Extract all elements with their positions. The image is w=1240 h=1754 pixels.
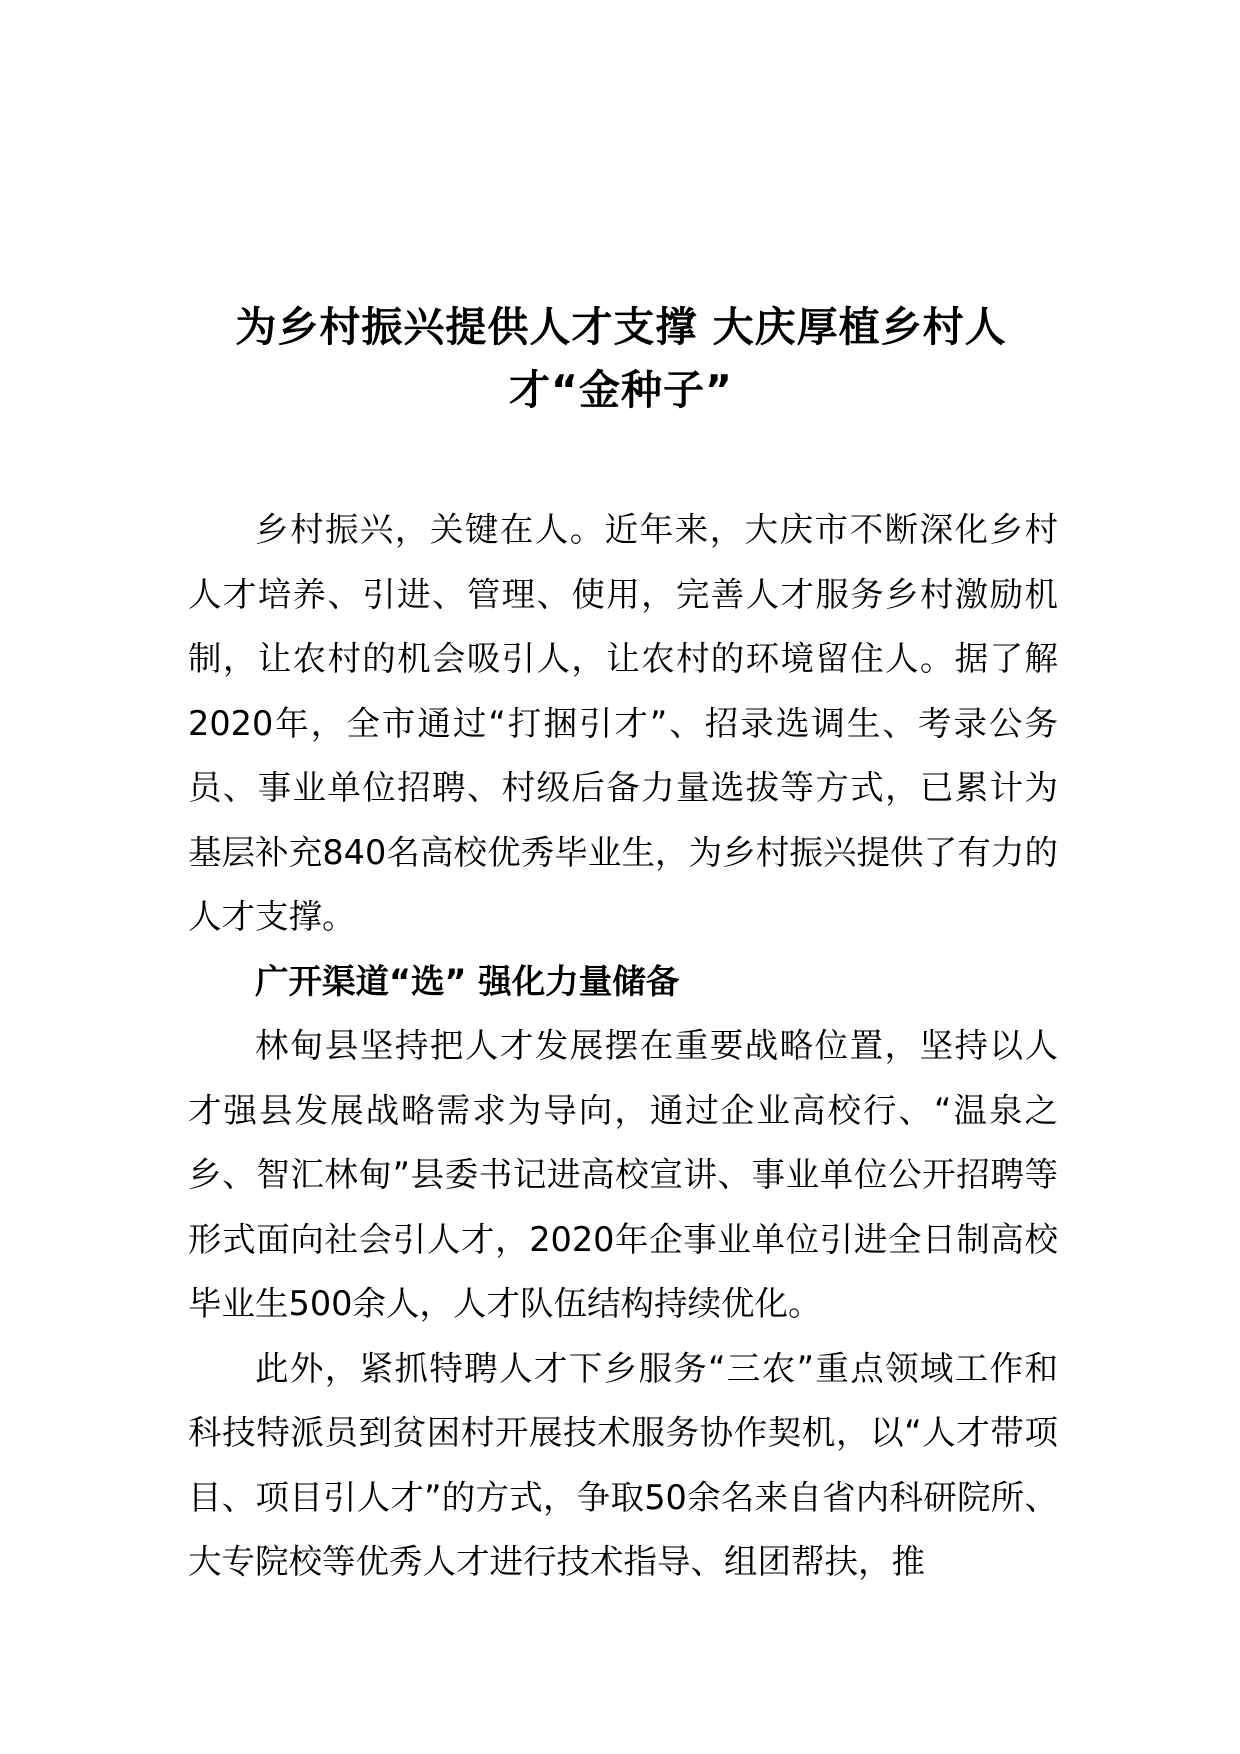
body-paragraph-2: 林甸县坚持把人才发展摆在重要战略位置，坚持以人才强县发展战略需求为导向，通过企业高校行、“温泉之乡、智汇林甸”县委书记进高校宣讲、事业单位公开招聘等形式面向社会引人才，2020年企事业单位引进全日制高校毕业生500余人，人才队伍结构持续优化。 xyxy=(188,1026,1058,1323)
body-paragraph-3: 此外，紧抓特聘人才下乡服务“三农”重点领域工作和科技特派员到贫困村开展技术服务协作契机，以“人才带项目、项目引人才”的方式，争取50余名来自省内科研院所、大专院校等优秀人才进行技术指导、组团帮扶，推 xyxy=(188,1348,1058,1581)
document-body xyxy=(188,498,1058,1595)
document-title: 为乡村振兴提供人才支撑 大庆厚植乡村人才“金种子” xyxy=(235,303,1007,414)
body-paragraph-1: 乡村振兴，关键在人。近年来，大庆市不断深化乡村人才培养、引进、管理、使用，完善人才服务乡村激励机制，让农村的机会吸引人，让农村的环境留住人。据了解2020年，全市通过“打捆引才”、招录选调生、考录公务员、事业单位招聘、村级后备力量选拔等方式，已累计为基层补充840名高校优秀毕业生，为乡村振兴提供了有力的人才支撑。 xyxy=(188,510,1058,936)
section-heading: 广开渠道“选” 强化力量储备 xyxy=(255,961,680,1001)
